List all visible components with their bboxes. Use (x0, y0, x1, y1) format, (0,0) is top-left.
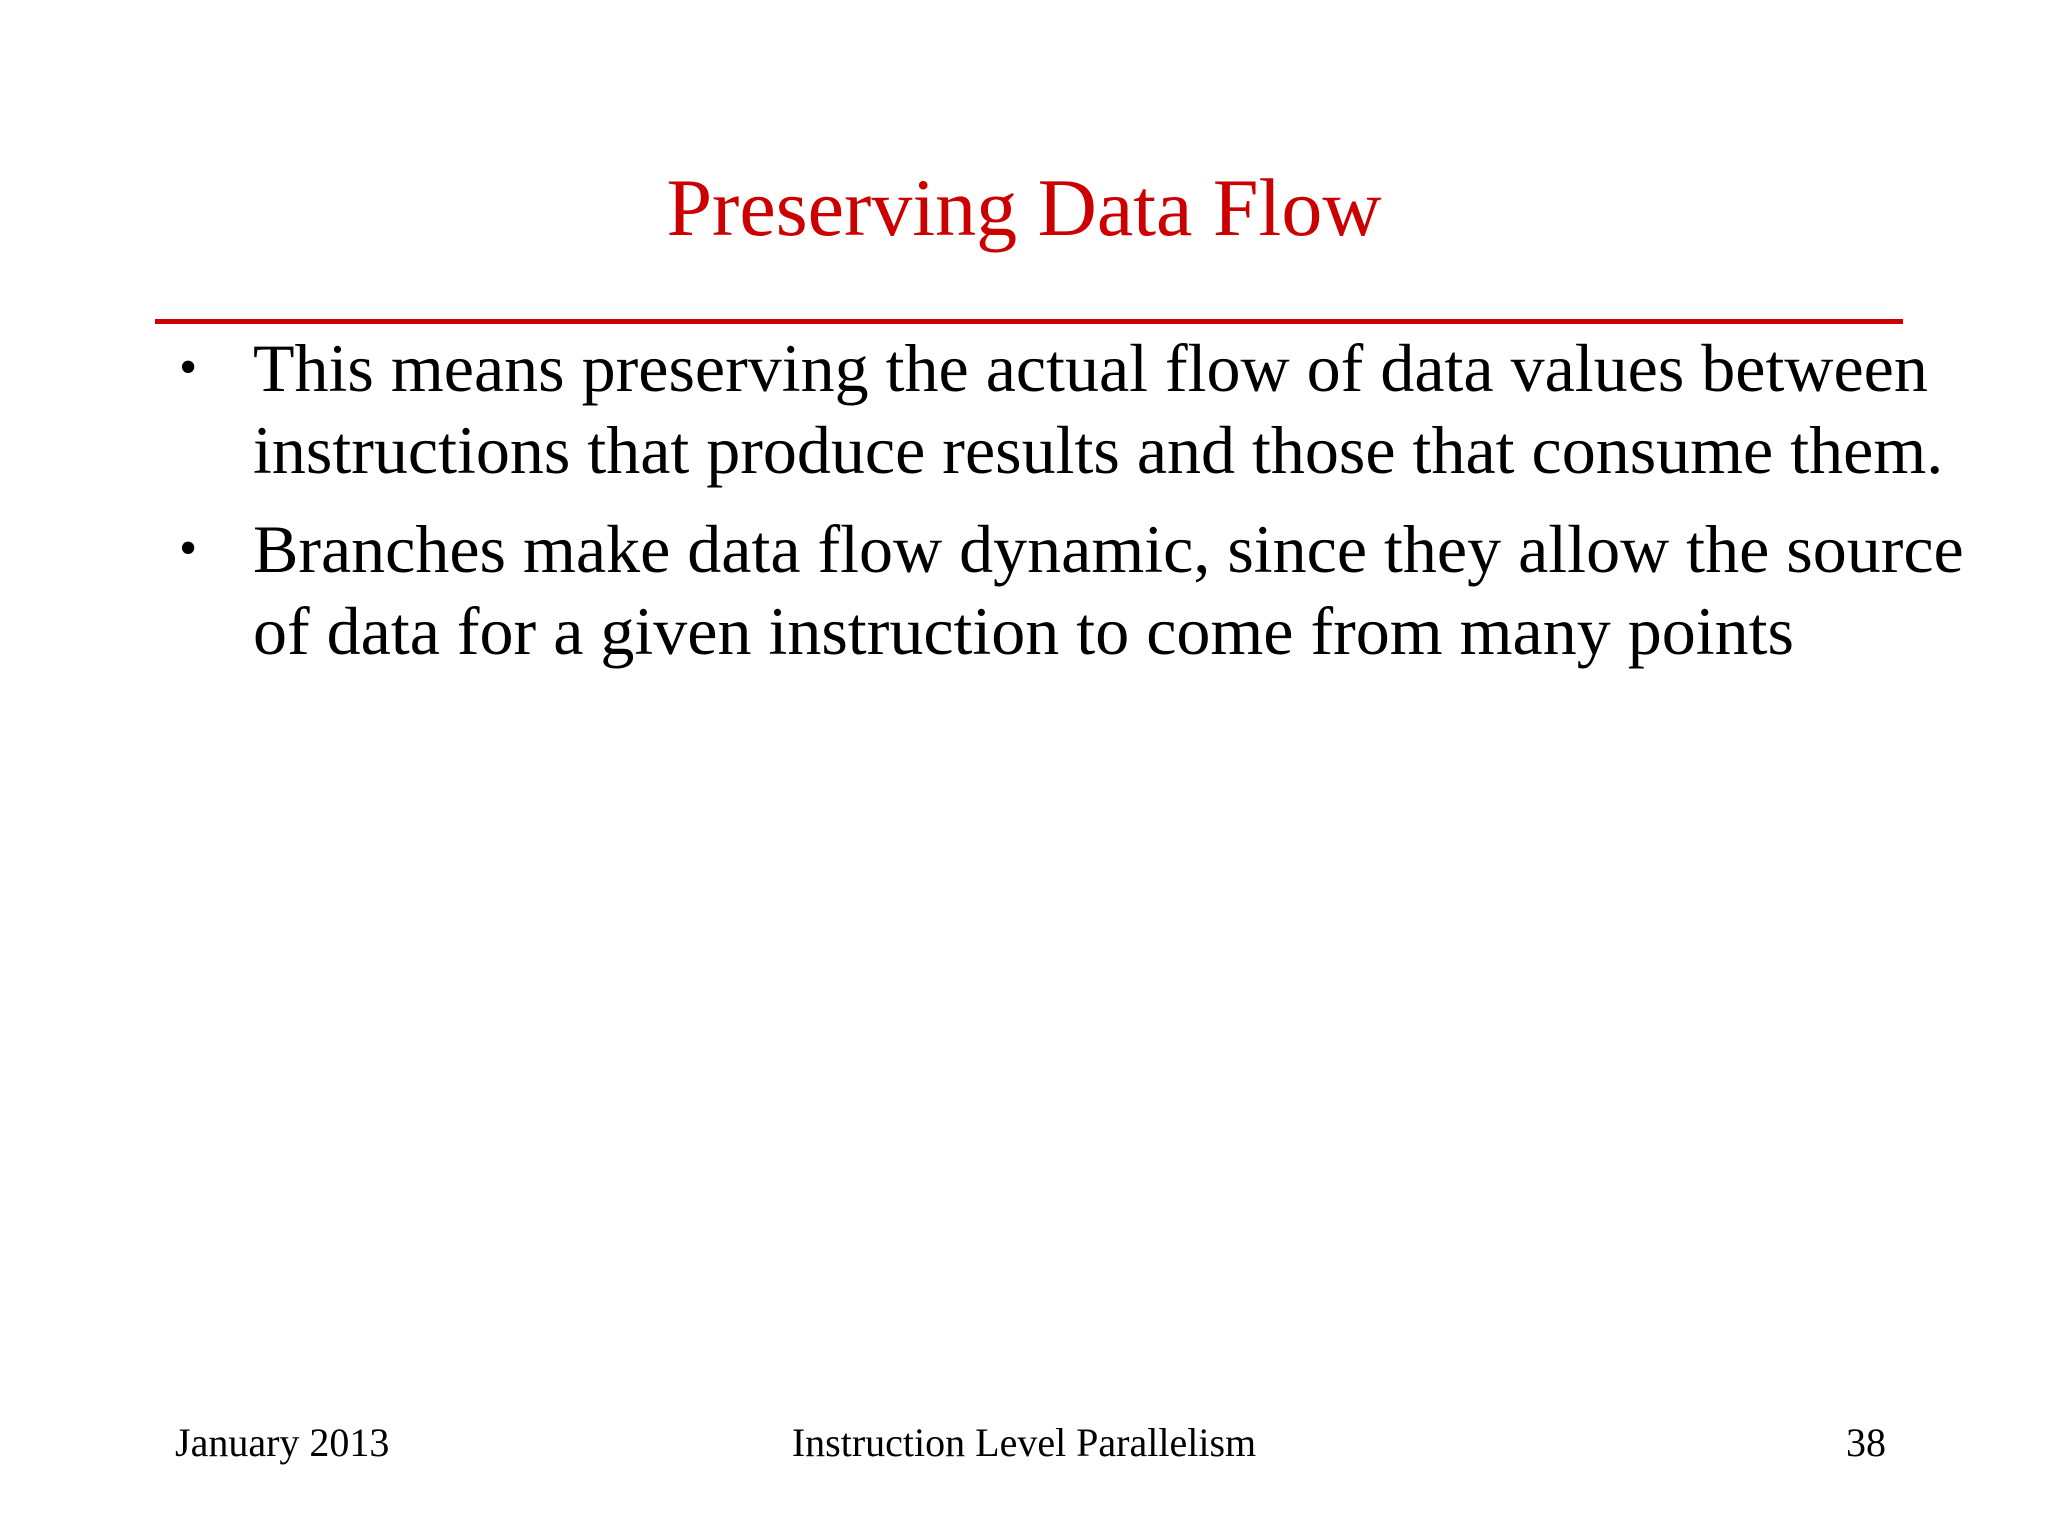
footer-page-number: 38 (1846, 1420, 1886, 1465)
bullet-text: Branches make data flow dynamic, since they allow the source of data for a given instruction to come from many points (253, 511, 1964, 669)
bullet-dot-icon: • (179, 339, 198, 396)
footer-date: January 2013 (175, 1420, 390, 1465)
title-divider (155, 319, 1903, 324)
bullet-list (0, 327, 2048, 689)
bullet-text: This means preserving the actual flow of data values between instructions that produce results and those that consume them. (253, 330, 1944, 488)
bullet-dot-icon: • (179, 520, 198, 577)
bullet-item (0, 327, 2048, 491)
footer-course: Instruction Level Parallelism (791, 1420, 1257, 1465)
bullet-item (0, 508, 2048, 672)
slide-title: Preserving Data Flow (666, 162, 1382, 253)
